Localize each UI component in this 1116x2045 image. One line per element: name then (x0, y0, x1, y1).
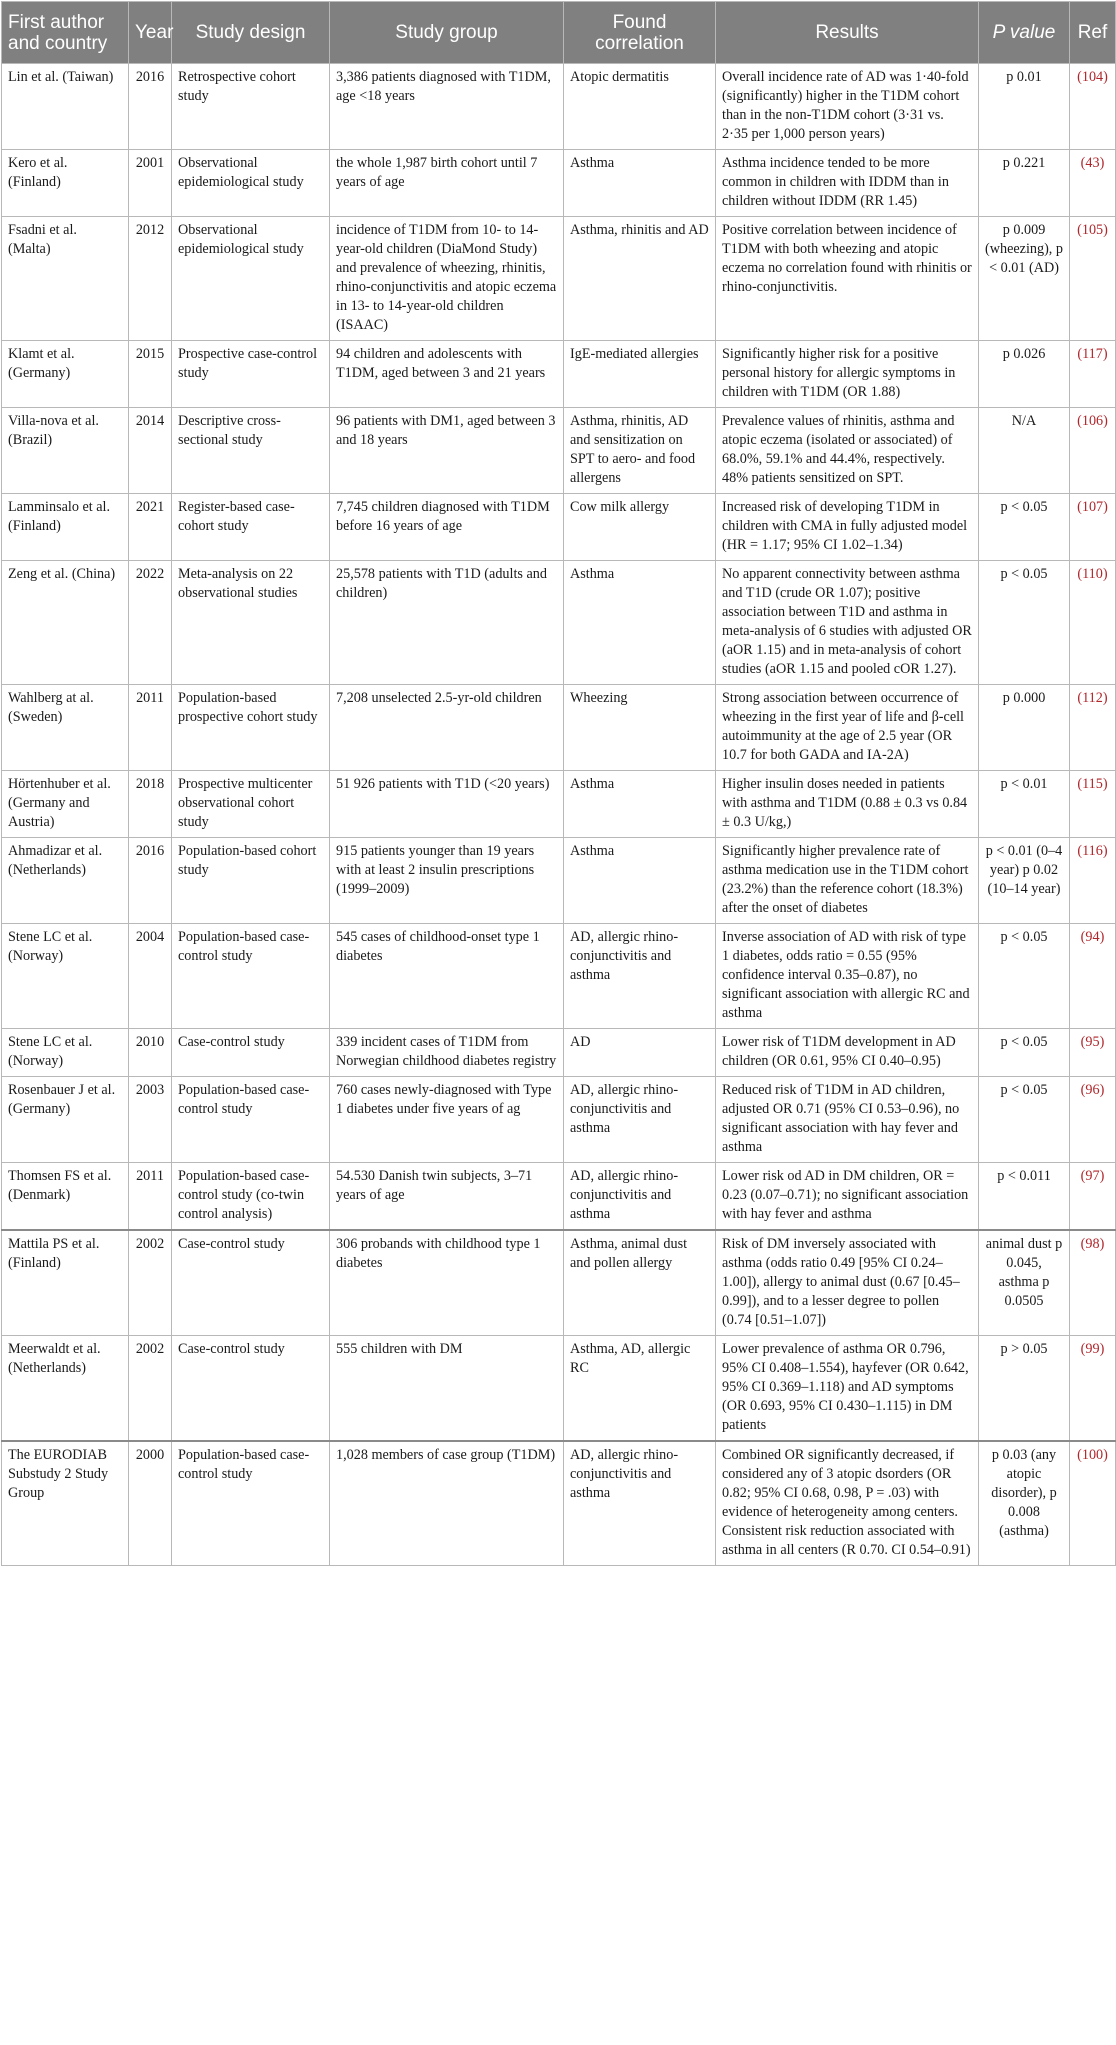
cell-results: Lower prevalence of asthma OR 0.796, 95% CI 0.408–1.554), hayfever (OR 0.642, 95% CI 0.369–1.118) and AD symptoms (OR 0.693, 95% CI 0.430–1.115) in DM patients (716, 1336, 979, 1442)
cell-year: 2002 (129, 1230, 172, 1336)
cell-results: Significantly higher risk for a positive personal history for allergic symptoms in children with T1DM (OR 1.88) (716, 341, 979, 408)
cell-pvalue: N/A (979, 408, 1070, 494)
cell-author: Ahmadizar et al. (Netherlands) (2, 838, 129, 924)
table-row (2, 771, 1116, 838)
cell-year: 2004 (129, 924, 172, 1029)
cell-results: Prevalence values of rhinitis, asthma and atopic eczema (isolated or associated) of 68.0%, 59.1% and 44.4%, respectively. 48% patients sensitized on SPT. (716, 408, 979, 494)
cell-pvalue: p < 0.05 (979, 1077, 1070, 1163)
reference-link[interactable]: (100) (1070, 1441, 1116, 1566)
cell-correlation: AD, allergic rhino-conjunctivitis and asthma (564, 1163, 716, 1231)
cell-pvalue: p 0.026 (979, 341, 1070, 408)
cell-year: 2011 (129, 685, 172, 771)
column-header-pvalue: P value (979, 2, 1070, 64)
cell-design: Case-control study (172, 1230, 330, 1336)
reference-link[interactable]: (98) (1070, 1230, 1116, 1336)
cell-design: Population-based case-control study (co-twin control analysis) (172, 1163, 330, 1231)
cell-design: Observational epidemiological study (172, 217, 330, 341)
cell-results: Higher insulin doses needed in patients with asthma and T1DM (0.88 ± 0.3 vs 0.84 ± 0.3 U/kg,) (716, 771, 979, 838)
cell-author: Stene LC et al. (Norway) (2, 924, 129, 1029)
cell-author: Klamt et al. (Germany) (2, 341, 129, 408)
cell-correlation: Cow milk allergy (564, 494, 716, 561)
cell-correlation: Asthma, rhinitis, AD and sensitization on SPT to aero- and food allergens (564, 408, 716, 494)
table-row (2, 838, 1116, 924)
cell-year: 2016 (129, 838, 172, 924)
cell-group: 555 children with DM (330, 1336, 564, 1442)
table-row (2, 924, 1116, 1029)
cell-results: Strong association between occurrence of wheezing in the first year of life and β-cell autoimmunity at the age of 2.5 year (OR 10.7 for both GADA and IA-2A) (716, 685, 979, 771)
cell-pvalue: p 0.01 (979, 64, 1070, 150)
cell-results: Inverse association of AD with risk of type 1 diabetes, odds ratio = 0.55 (95% confidence interval 0.35–0.87), no significant association with allergic RC and asthma (716, 924, 979, 1029)
table-body (2, 64, 1116, 1566)
cell-author: Fsadni et al. (Malta) (2, 217, 129, 341)
reference-link[interactable]: (105) (1070, 217, 1116, 341)
cell-author: Mattila PS et al. (Finland) (2, 1230, 129, 1336)
cell-design: Descriptive cross-sectional study (172, 408, 330, 494)
cell-results: Reduced risk of T1DM in AD children, adjusted OR 0.71 (95% CI 0.53–0.96), no significant association with hay fever and asthma (716, 1077, 979, 1163)
cell-year: 2016 (129, 64, 172, 150)
cell-group: 94 children and adolescents with T1DM, aged between 3 and 21 years (330, 341, 564, 408)
cell-group: 7,745 children diagnosed with T1DM before 16 years of age (330, 494, 564, 561)
cell-author: Zeng et al. (China) (2, 561, 129, 685)
cell-results: Positive correlation between incidence of T1DM with both wheezing and atopic eczema no correlation found with rhinitis or rhino-conjunctivitis. (716, 217, 979, 341)
cell-year: 2001 (129, 150, 172, 217)
reference-link[interactable]: (95) (1070, 1029, 1116, 1077)
cell-pvalue: p < 0.01 (0–4 year) p 0.02 (10–14 year) (979, 838, 1070, 924)
cell-year: 2002 (129, 1336, 172, 1442)
cell-design: Observational epidemiological study (172, 150, 330, 217)
cell-correlation: IgE-mediated allergies (564, 341, 716, 408)
cell-design: Population-based case-control study (172, 924, 330, 1029)
cell-group: 54.530 Danish twin subjects, 3–71 years of age (330, 1163, 564, 1231)
cell-group: 96 patients with DM1, aged between 3 and 18 years (330, 408, 564, 494)
cell-design: Case-control study (172, 1029, 330, 1077)
cell-results: Lower risk od AD in DM children, OR = 0.23 (0.07–0.71); no significant association with hay fever and asthma (716, 1163, 979, 1231)
cell-group: incidence of T1DM from 10- to 14-year-old children (DiaMond Study) and prevalence of wheezing, rhinitis, rhino-conjunctivitis and atopic eczema in 13- to 14-year-old children (ISAAC) (330, 217, 564, 341)
cell-group: the whole 1,987 birth cohort until 7 years of age (330, 150, 564, 217)
cell-group: 306 probands with childhood type 1 diabetes (330, 1230, 564, 1336)
cell-correlation: AD, allergic rhino-conjunctivitis and asthma (564, 924, 716, 1029)
cell-author: Rosenbauer J et al. (Germany) (2, 1077, 129, 1163)
table-header-row (2, 2, 1116, 64)
cell-design: Population-based prospective cohort study (172, 685, 330, 771)
table-row (2, 408, 1116, 494)
reference-link[interactable]: (112) (1070, 685, 1116, 771)
cell-correlation: Atopic dermatitis (564, 64, 716, 150)
cell-group: 915 patients younger than 19 years with at least 2 insulin prescriptions (1999–2009) (330, 838, 564, 924)
table-row (2, 1077, 1116, 1163)
column-header-group: Study group (330, 2, 564, 64)
reference-link[interactable]: (96) (1070, 1077, 1116, 1163)
cell-author: Villa-nova et al. (Brazil) (2, 408, 129, 494)
cell-year: 2011 (129, 1163, 172, 1231)
column-header-results: Results (716, 2, 979, 64)
reference-link[interactable]: (97) (1070, 1163, 1116, 1231)
cell-year: 2022 (129, 561, 172, 685)
cell-author: Hörtenhuber et al. (Germany and Austria) (2, 771, 129, 838)
cell-author: Thomsen FS et al. (Denmark) (2, 1163, 129, 1231)
reference-link[interactable]: (107) (1070, 494, 1116, 561)
cell-group: 339 incident cases of T1DM from Norwegian childhood diabetes registry (330, 1029, 564, 1077)
column-header-design: Study design (172, 2, 330, 64)
cell-pvalue: p < 0.05 (979, 924, 1070, 1029)
reference-link[interactable]: (116) (1070, 838, 1116, 924)
cell-author: Meerwaldt et al. (Netherlands) (2, 1336, 129, 1442)
cell-design: Prospective multicenter observational cohort study (172, 771, 330, 838)
cell-year: 2012 (129, 217, 172, 341)
cell-author: The EURODIAB Substudy 2 Study Group (2, 1441, 129, 1566)
cell-results: Risk of DM inversely associated with asthma (odds ratio 0.49 [95% CI 0.24–1.00]), allergy to animal dust (0.67 [0.45–0.99]), and to a lesser degree to pollen (0.74 [0.51–1.07]) (716, 1230, 979, 1336)
cell-results: Asthma incidence tended to be more common in children with IDDM than in children without IDDM (RR 1.45) (716, 150, 979, 217)
cell-pvalue: p 0.03 (any atopic disorder), p 0.008 (asthma) (979, 1441, 1070, 1566)
cell-group: 7,208 unselected 2.5-yr-old children (330, 685, 564, 771)
cell-correlation: Wheezing (564, 685, 716, 771)
cell-correlation: Asthma (564, 838, 716, 924)
cell-results: No apparent connectivity between asthma and T1D (crude OR 1.07); positive association between T1D and asthma in meta-analysis of 6 studies with adjusted OR (aOR 1.15) and in meta-analysis of cohort studies (aOR 1.15 and pooled cOR 1.27). (716, 561, 979, 685)
cell-correlation: AD, allergic rhino-conjunctivitis and asthma (564, 1077, 716, 1163)
cell-year: 2018 (129, 771, 172, 838)
reference-link[interactable]: (115) (1070, 771, 1116, 838)
column-header-year: Year (129, 2, 172, 64)
cell-year: 2014 (129, 408, 172, 494)
table-row (2, 1230, 1116, 1336)
cell-design: Population-based cohort study (172, 838, 330, 924)
cell-results: Combined OR significantly decreased, if considered any of 3 atopic dsorders (OR 0.82; 95% CI 0.68, 0.98, P = .03) with evidence of heterogeneity among centers. Consistent risk reduction associated with asthma in all centers (R 0.70. CI 0.54–0.91) (716, 1441, 979, 1566)
cell-year: 2010 (129, 1029, 172, 1077)
cell-pvalue: p < 0.05 (979, 494, 1070, 561)
table-row (2, 1029, 1116, 1077)
table-row (2, 64, 1116, 150)
cell-group: 3,386 patients diagnosed with T1DM, age <18 years (330, 64, 564, 150)
cell-design: Population-based case-control study (172, 1441, 330, 1566)
column-header-ref: Ref (1070, 2, 1116, 64)
cell-design: Retrospective cohort study (172, 64, 330, 150)
reference-link[interactable]: (104) (1070, 64, 1116, 150)
cell-group: 1,028 members of case group (T1DM) (330, 1441, 564, 1566)
table-row (2, 494, 1116, 561)
cell-correlation: Asthma (564, 561, 716, 685)
cell-group: 51 926 patients with T1D (<20 years) (330, 771, 564, 838)
cell-correlation: AD, allergic rhino-conjunctivitis and asthma (564, 1441, 716, 1566)
column-header-correlation: Found correlation (564, 2, 716, 64)
cell-pvalue: p > 0.05 (979, 1336, 1070, 1442)
cell-design: Meta-analysis on 22 observational studies (172, 561, 330, 685)
table-row (2, 217, 1116, 341)
cell-pvalue: p 0.009 (wheezing), p < 0.01 (AD) (979, 217, 1070, 341)
cell-author: Lamminsalo et al. (Finland) (2, 494, 129, 561)
cell-year: 2003 (129, 1077, 172, 1163)
cell-year: 2021 (129, 494, 172, 561)
column-header-author: First author and country (2, 2, 129, 64)
cell-author: Wahlberg at al. (Sweden) (2, 685, 129, 771)
cell-correlation: AD (564, 1029, 716, 1077)
cell-correlation: Asthma, AD, allergic RC (564, 1336, 716, 1442)
table-row (2, 561, 1116, 685)
cell-pvalue: p < 0.01 (979, 771, 1070, 838)
table-row (2, 1441, 1116, 1566)
table-row (2, 685, 1116, 771)
reference-link[interactable]: (99) (1070, 1336, 1116, 1442)
cell-author: Lin et al. (Taiwan) (2, 64, 129, 150)
cell-pvalue: p 0.000 (979, 685, 1070, 771)
studies-table (1, 1, 1116, 1566)
cell-pvalue: animal dust p 0.045, asthma p 0.0505 (979, 1230, 1070, 1336)
cell-design: Case-control study (172, 1336, 330, 1442)
cell-pvalue: p < 0.05 (979, 1029, 1070, 1077)
table-row (2, 1163, 1116, 1231)
table-row (2, 1336, 1116, 1442)
cell-author: Kero et al. (Finland) (2, 150, 129, 217)
cell-design: Register-based case-cohort study (172, 494, 330, 561)
cell-results: Increased risk of developing T1DM in children with CMA in fully adjusted model (HR = 1.17; 95% CI 1.02–1.34) (716, 494, 979, 561)
cell-group: 25,578 patients with T1D (adults and children) (330, 561, 564, 685)
reference-link[interactable]: (94) (1070, 924, 1116, 1029)
cell-correlation: Asthma, rhinitis and AD (564, 217, 716, 341)
reference-link[interactable]: (106) (1070, 408, 1116, 494)
cell-year: 2015 (129, 341, 172, 408)
reference-link[interactable]: (117) (1070, 341, 1116, 408)
cell-year: 2000 (129, 1441, 172, 1566)
cell-design: Prospective case-control study (172, 341, 330, 408)
cell-group: 760 cases newly-diagnosed with Type 1 diabetes under five years of ag (330, 1077, 564, 1163)
table-row (2, 150, 1116, 217)
cell-results: Overall incidence rate of AD was 1·40-fold (significantly) higher in the T1DM cohort than in the non-T1DM cohort (3·31 vs. 2·35 per 1,000 person years) (716, 64, 979, 150)
cell-correlation: Asthma (564, 771, 716, 838)
reference-link[interactable]: (43) (1070, 150, 1116, 217)
cell-group: 545 cases of childhood-onset type 1 diabetes (330, 924, 564, 1029)
cell-pvalue: p < 0.05 (979, 561, 1070, 685)
cell-design: Population-based case-control study (172, 1077, 330, 1163)
table-row (2, 341, 1116, 408)
cell-author: Stene LC et al. (Norway) (2, 1029, 129, 1077)
cell-results: Lower risk of T1DM development in AD children (OR 0.61, 95% CI 0.40–0.95) (716, 1029, 979, 1077)
cell-pvalue: p 0.221 (979, 150, 1070, 217)
cell-pvalue: p < 0.011 (979, 1163, 1070, 1231)
cell-correlation: Asthma, animal dust and pollen allergy (564, 1230, 716, 1336)
cell-correlation: Asthma (564, 150, 716, 217)
reference-link[interactable]: (110) (1070, 561, 1116, 685)
cell-results: Significantly higher prevalence rate of asthma medication use in the T1DM cohort (23.2%) than the reference cohort (18.3%) after the onset of diabetes (716, 838, 979, 924)
